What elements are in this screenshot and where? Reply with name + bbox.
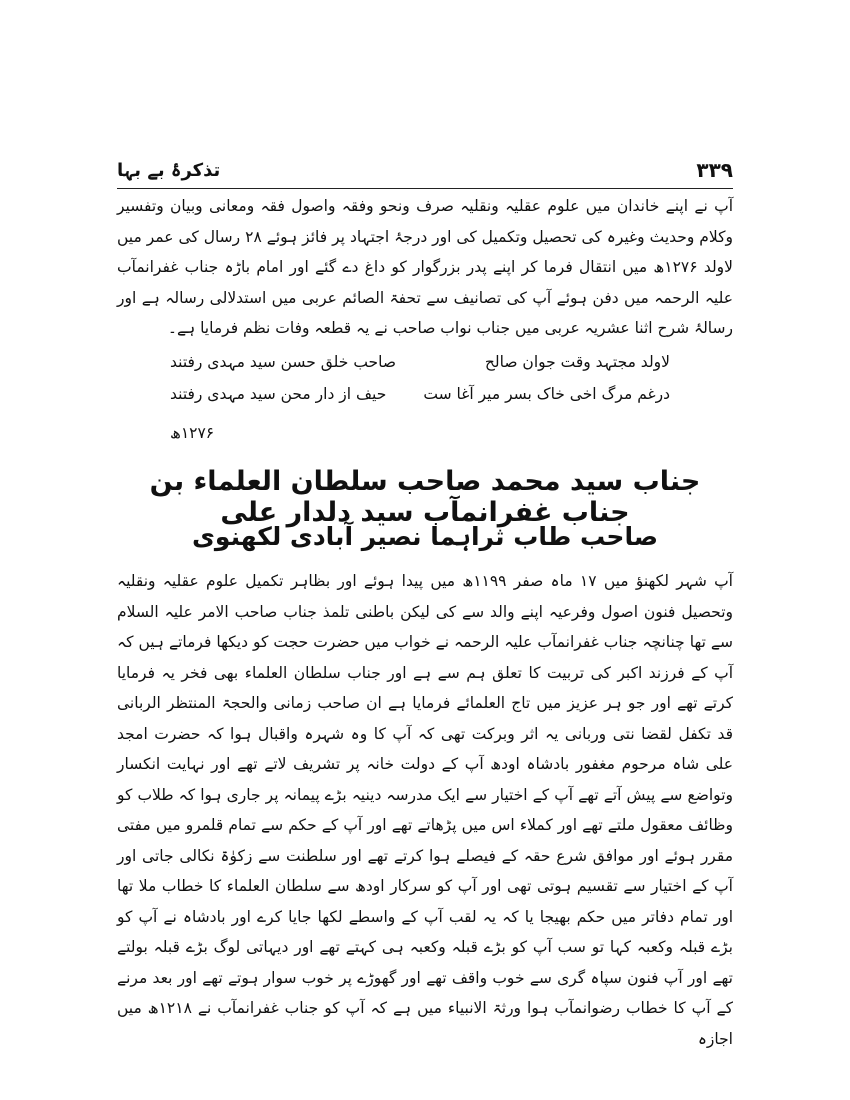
verse-hemistich-right: لاولد مجتہد وقت جوان صالح [484, 353, 670, 371]
verse-year: ۱۲۷۶ھ [170, 424, 215, 442]
header-divider [117, 188, 733, 189]
paragraph-biography: آپ شہر لکھنؤ میں ۱۷ ماہ صفر ۱۱۹۹ھ میں پیدا ہوئے اور بظاہر تکمیل علوم عقلیہ ونقلیہ وتحصیل فنون اصول وفرعیہ اپنے والد سے کی لیکن باطنی تلمذ جناب صاحب الامر علیہ السلام سے تھا چنانچہ جناب غفرانمآب علیہ الرحمہ نے خواب میں حضرت حجت کو دیکھا فرماتے ہیں کہ آپ کے فرزند اکبر کی تربیت کا تعلق ہم سے ہے اور جناب سلطان العلماء بھی فخر یہ فرمایا کرتے تھے اور جو ہر عزیز میں تاج العلمائے فرمایا ہے ان صاحب زمانی والحجۃ المنتظر الربانی قد تکفل لقضا نتی وربانی یہ اثر وبرکت تھی کہ آپ کا وہ شہرہ واقبال ہوا کہ حضرت امجد علی شاہ مرحوم مغفور بادشاہ اودھ آپ کے دولت خانہ پر تشریف لاتے تھے اور نہایت انکسار وتواضع سے پیش آتے تھے آپ کے اختیار سے ایک مدرسہ دینیہ بڑے پیمانہ پر جاری ہوا کہ طلاب کو وظائف معقول ملتے تھے اور کملاء اس میں پڑھاتے تھے اور آپ کے حکم سے تمام قلمرو میں مفتی مقرر ہوئے اور موافق شرع حقہ کے فیصلے ہوا کرتے تھے اور سلطنت سے زکوٰۃ نکالی جاتی اور آپ کے اختیار سے تقسیم ہوتی تھی اور آپ کو سرکار اودھ سے سلطان العلماء کا خطاب ملا تھا اور تمام دفاتر میں حکم بھیجا یا کہ یہ لقب آپ کے واسطے لکھا جایا کرے اور بادشاہ نے آپ کو بڑے قبلہ وکعبہ کہا تو سب آپ کو بڑے قبلہ وکعبہ ہی کہتے تھے اور دیہاتی لوگ بڑے قبلہ بولتے تھے اور آپ فنون سپاہ گری سے خوب واقف تھے اور گھوڑے پر خوب سوار ہوتے تھے اور بعد مرنے کے آپ کا خطاب رضوانمآب ہوا ورثۃ الانبیاء میں ہے کہ آپ کو جناب غفرانمآب نے ۱۲۱۸ھ میں اجازہ [117, 572, 733, 1048]
verse-hemistich-left: صاحب خلق حسن سید مہدی رفتند [170, 353, 397, 371]
verse-line [170, 346, 670, 378]
verse-hemistich-right: درغم مرگ اخی خاک بسر میر آغا ست [423, 385, 670, 403]
verse-line [170, 378, 670, 410]
verse-block [170, 346, 670, 410]
section-heading-continuation: صاحب طاب ثراہما نصیر آبادی لکھنوی [192, 522, 658, 551]
paragraph-intro: آپ نے اپنے خاندان میں علوم عقلیہ ونقلیہ صرف ونحو وفقہ واصول فقہ ومعانی وبیان وتفسیر وکلام وحدیث وغیرہ کی تحصیل وتکمیل کی اور درجۂ اجتہاد پر فائز ہوئے ۲۸ رسال کی عمر میں لاولد ۱۲۷۶ھ میں انتقال فرما کر اپنے پدر بزرگوار کو داغ دے گئے اور امام باڑہ جناب غفرانمآب علیہ الرحمہ میں دفن ہوئے آپ کی تصانیف سے تحفۃ الصائم عربی میں استدلالی رسالہ ہے اور رسالۂ شرح اثنا عشریہ عربی میں جناب نواب صاحب نے یہ قطعہ وفات نظم فرمایا ہے۔ [117, 197, 733, 337]
page-header [117, 158, 733, 188]
running-title: تذکرۂ بے بہا [117, 160, 221, 181]
verse-hemistich-left: حیف از دار محن سید مہدی رفتند [170, 385, 387, 403]
section-heading: جناب سید محمد صاحب سلطان العلماء بن جناب غفرانمآب سید دلدار علی [149, 466, 701, 528]
page-number: ۳۳۹ [696, 158, 733, 182]
